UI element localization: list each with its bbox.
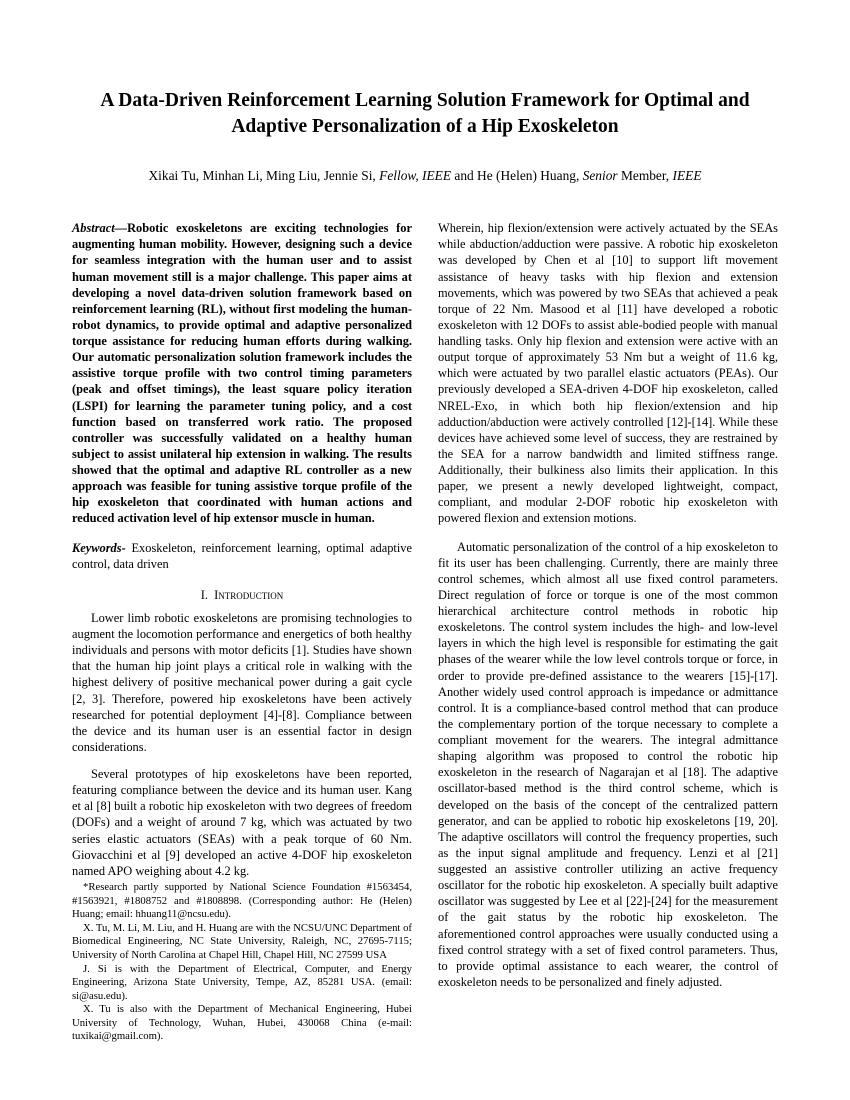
page-title: A Data-Driven Reinforcement Learning Solution Framework for Optimal and Adaptive Personalization of a Hip Exoskeleton <box>100 90 750 137</box>
keywords-lead-label: Keywords- <box>72 540 126 555</box>
section-number: I. <box>200 587 208 602</box>
right-column <box>438 220 778 990</box>
authors-prefix: Xikai Tu, Minhan Li, Ming Liu, Jennie Si, <box>148 168 380 184</box>
section-heading-introduction <box>72 587 412 603</box>
authors-senior: Senior <box>582 168 618 184</box>
keywords-paragraph <box>72 540 412 572</box>
author-list <box>72 167 778 186</box>
footnote-affiliation-1: X. Tu, M. Li, M. Liu, and H. Huang are with the NCSU/UNC Department of Biomedical Engineering, NC State University, Raleigh, NC, 27695-7115; University of North Carolina at Chapel Hill, Chapel Hill, NC 27599 USA <box>72 921 412 961</box>
footnote-affiliation-3: X. Tu is also with the Department of Mechanical Engineering, Hubei University of Technology, Wuhan, Hubei, 430068 China (e-mail: tuxikai@gmail.com). <box>72 1003 412 1043</box>
authors-fellow: Fellow, IEEE <box>379 168 452 184</box>
keywords-text: Exoskeleton, reinforcement learning, optimal adaptive control, data driven <box>72 540 412 571</box>
intro-paragraph-1: Lower limb robotic exoskeletons are promising technologies to augment the locomotion performance and energetics of both healthy individuals and persons with motor deficits [1]. Studies have shown that the human hip joint plays a critical role in walking with the highest delivery of positive mechanical power during a gait cycle [2, 3]. Therefore, powered hip exoskeletons have been actively researched for potential deployment [4]-[8]. Compliance between the device and its human user is an essential factor in design considerations. <box>72 610 412 754</box>
authors-suffix: Member, <box>617 168 673 184</box>
footnotes-block <box>72 878 412 1044</box>
abstract-lead-label: Abstract— <box>72 221 128 236</box>
authors-ieee: IEEE <box>672 168 702 184</box>
right-paragraph-1: Wherein, hip flexion/extension were actively actuated by the SEAs while abduction/adduction were passive. A robotic hip exoskeleton was developed by Chen et al [10] to support lift movement assistance of heavy tasks with hip flexion and extension movements, which was powered by two SEAs that achieved a peak torque of 22 Nm. Masood et al [11] have developed a robotic exoskeleton with 12 DOFs to assist able-bodied people with manual handling tasks. Only hip flexion and extension were active with an output torque of approximately 53 Nm but a weight of 11.6 kg, which were actuated by two parallel elastic actuators (PEAs). Our previously developed a SEA-driven 4-DOF hip exoskeleton, called NREL-Exo, in which both hip flexion/extension and hip adduction/abduction were actively controlled [12]-[14]. While these devices have achieved some level of success, they are restrained by the SEA for a narrow bandwidth and limited stiffness range. Additionally, their bulkiness also limits their application. In this paper, we present a newly developed lightweight, compact, compliant, and modular 2-DOF robotic hip exoskeleton with powered flexion and extension motions. <box>438 221 778 526</box>
intro-paragraph-2: Several prototypes of hip exoskeletons have been reported, featuring compliance between the device and its human user. Kang et al [8] built a robotic hip exoskeleton with two degrees of freedom (DOFs) and a weight of around 7 kg, which was actuated by two series elastic actuators (SEAs) with a peak torque of 60 Nm. Giovacchini et al [9] developed an active 4-DOF hip exoskeleton named APO weighing about 4.2 kg. <box>72 767 412 878</box>
right-paragraph-2: Automatic personalization of the control of a hip exoskeleton to fit its user has been challenging. Currently, there are mainly three control schemes, which almost all use fixed control parameters. Direct regulation of force or torque is one of the most common hierarchical architecture control methods in robotic hip exoskeletons. The control system includes the high- and low-level layers in which the high level is responsible for estimating the gait phases of the wearer while the low level controls torque or force, in order to provide pre-defined assistance to the wearers [15]-[17]. Another widely used control approach is impedance or admittance control. It is a compliance-based control method that can produce the complementary portion of the torque necessary to complete a compliant movement for the wearers. The integral admittance shaping algorithm was proposed to control the robotic hip exoskeleton in the research of Nagarajan et al [18]. The adaptive oscillator-based method is the third control scheme, which is developed on the basis of the concept of the centralized pattern generator, and can be applied to robotic hip exoskeletons [19, 20]. The adaptive oscillators will control the frequency properties, such as the input signal amplitude and frequency. Lenzi et al [21] suggested an assistive controller utilizing an active frequency oscillator for the robotic hip exoskeleton. A specially built adaptive oscillator was suggested by Lee et al [22]-[24] for the measurement of the gait status by the robotic hip exoskeleton. The aforementioned control approaches were usually conducted using a fixed control strategy with a set of fixed control parameters. Thus, to provide optimal assistance to each wearer, the control of exoskeleton needs to be personalized and finely adjusted. <box>438 539 778 989</box>
footnote-funding: *Research partly supported by National Science Foundation #1563454, #1563921, #1808752 and #1808898. (Corresponding author: He (Helen) Huang; email: hhuang11@ncsu.edu). <box>72 881 412 921</box>
abstract-paragraph <box>72 220 412 526</box>
authors-mid: and He (Helen) Huang, <box>451 168 583 184</box>
section-title: Introduction <box>214 587 284 602</box>
left-column <box>72 220 412 990</box>
abstract-text: Robotic exoskeletons are exciting technologies for augmenting human mobility. However, designing such a device for seamless integration with the human user and to assist human movement still is a major challenge. This paper aims at developing a novel data-driven solution framework based on reinforcement learning (RL), without first modeling the human-robot dynamics, to provide optimal and adaptive personalized torque assistance for reducing human efforts during walking. Our automatic personalization solution framework includes the assistive torque profile with two control timing parameters (peak and offset timings), the least square policy iteration (LSPI) for learning the parameter tuning policy, and a cost function based on transferred work ratio. The proposed controller was successfully validated on a healthy human subject to assist unilateral hip extension in walking. The results showed that the optimal and adaptive RL controller as a new approach was feasible for tuning assistive torque profile of the hip exoskeleton that coordinated with human actions and reduced activation level of hip extensor muscle in human. <box>72 221 412 526</box>
footnote-affiliation-2: J. Si is with the Department of Electrical, Computer, and Energy Engineering, Arizona State University, Tempe, AZ, 85281 USA. (email: si@asu.edu). <box>72 962 412 1002</box>
two-column-body <box>72 220 778 990</box>
